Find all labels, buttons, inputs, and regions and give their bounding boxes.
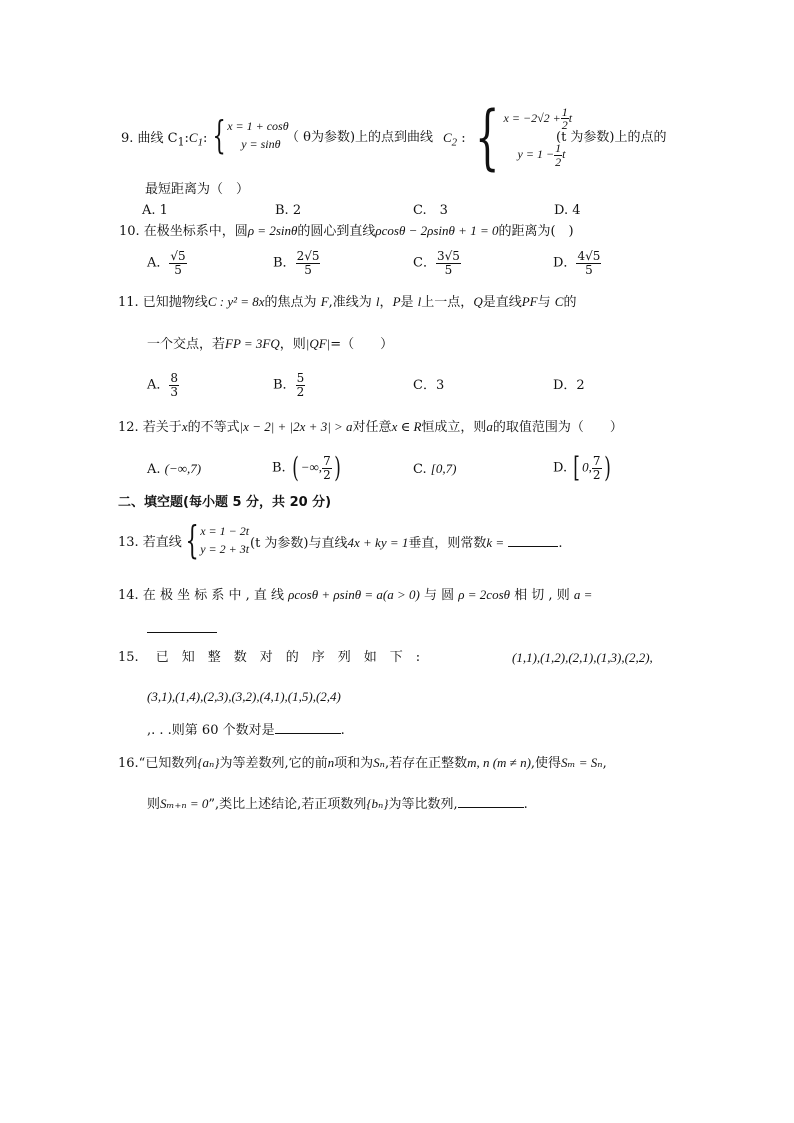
q12-x-in-r: x ∈ R <box>391 419 422 434</box>
q11-F: F <box>320 294 329 309</box>
q9-system-a: { x = 1 + cosθ y = sinθ <box>212 113 289 157</box>
q11-text-c: ,准线为 <box>328 295 372 310</box>
q9-text-distance: 最短距离为（ ） <box>145 182 250 197</box>
q13-text-a: 13. 若直线 <box>118 535 182 550</box>
q11-text-l2a: 一个交点，若 <box>147 337 226 352</box>
q16-an: {aₙ} <box>197 755 220 770</box>
q11-a-num: 8 <box>170 371 179 385</box>
q11-P: P <box>392 294 401 309</box>
q13-end: . <box>558 536 563 551</box>
q14-a: a = <box>573 587 593 602</box>
q10-b-den: 5 <box>304 262 312 277</box>
q11-text-e: 是 <box>400 295 414 310</box>
q16-text-l2a: 则 <box>147 797 161 812</box>
q13-eq: 4x + ky = 1 <box>347 535 409 550</box>
q15-seq-line1: (1,1),(1,2),(2,1),(1,3),(2,2), <box>512 650 653 665</box>
q9-c1: C <box>188 130 198 145</box>
q11-label-a: A． <box>147 377 170 393</box>
q9-option-c: C. 3 <box>413 203 448 218</box>
q9-sysB-t1: t <box>568 110 573 125</box>
q12-label-a: A. <box>147 462 161 477</box>
q10-c-num: 3√5 <box>436 249 460 263</box>
q10-eq-line: ρcosθ − 2ρsinθ + 1 = 0 <box>375 223 499 238</box>
q15-line3 <box>147 724 345 737</box>
q12-text-b: 的不等式 <box>187 420 240 435</box>
q9-option-b: B. 2 <box>275 203 302 218</box>
q12-label-d: D. <box>553 460 568 476</box>
q12-x: x <box>181 419 188 434</box>
q12-option-c <box>413 462 456 476</box>
q12-text-a: 12. 若关于 <box>118 420 182 435</box>
q12-text-d: 恒成立，则 <box>421 420 487 435</box>
q12-option-b: B. ( −∞, $\frac{7}{2}$ ) <box>272 451 341 484</box>
q11-option-c: C．3 <box>413 378 445 393</box>
q9-sysA-row2: y = sinθ <box>241 137 281 151</box>
q12-option-d: D. [ 0, $\frac{7}{2}$ ) <box>553 451 611 484</box>
q13-k: k = <box>486 535 505 550</box>
q16-text-e: ,使得 <box>530 756 562 771</box>
q9-sysB-frac1-num: 1 <box>561 104 568 119</box>
q15-answer-blank[interactable] <box>275 733 341 734</box>
q11-a-den: 3 <box>170 384 179 399</box>
q12-label-c: C. <box>413 462 427 477</box>
q16-mn: m, n (m ≠ n) <box>467 755 531 770</box>
q14-text-c: 相 切 , 则 <box>514 588 570 603</box>
q11-text-h: 与 <box>537 295 551 310</box>
q10-option-a <box>147 250 187 276</box>
q10-text-mid: 的圆心到直线 <box>297 224 376 239</box>
q11-option-d: D．2 <box>553 378 585 393</box>
q16-text-l2c: 为等比数列, <box>388 797 458 812</box>
q9-sysB-frac2-num: 1 <box>555 141 562 155</box>
q11-label-b: B． <box>273 377 296 393</box>
q9-text-curve: 曲线 C <box>137 131 178 146</box>
q11-text-b: 的焦点为 <box>264 295 317 310</box>
q10-b-num: 2√5 <box>296 249 320 263</box>
q10-label-d: D． <box>553 255 577 271</box>
q11-abs-qf: |QF| <box>305 336 331 351</box>
q11-Q: Q <box>473 294 483 309</box>
q15-seq-line2: (3,1),(1,4),(2,3),(3,2),(4,1),(1,5),(2,4) <box>147 689 341 704</box>
q9-sysB-frac1-den: 2 <box>561 118 568 133</box>
q12-d-num: 7 <box>592 453 601 468</box>
q9-sub: 1 <box>177 135 185 149</box>
q14-text-a: 14. 在 极 坐 标 系 中 , 直 线 <box>118 588 284 603</box>
q15-text-b: ,. . .则第 60 个数对是 <box>147 723 275 738</box>
q12-a: a <box>486 419 493 434</box>
q9-line1: 9. 曲线 $C_1:C_1$: <box>121 130 208 149</box>
q9-c2-sub: 2 <box>451 136 458 149</box>
q10-label-c: C． <box>413 255 436 271</box>
q10-a-num: √5 <box>170 249 186 263</box>
q12-label-b: B. <box>272 460 286 476</box>
q11-b-num: 5 <box>296 371 305 385</box>
q12-b-den: 2 <box>323 467 331 482</box>
q11-text-d: ， <box>379 295 393 310</box>
q11-eq-parabola: C : y² = 8x <box>207 294 265 309</box>
q16-text-d: ,若存在正整数 <box>384 756 468 771</box>
q9-text-end: (t 为参数)上的点的 <box>556 130 667 145</box>
q10-d-den: 5 <box>585 262 593 277</box>
q12-d-pre: 0, <box>582 459 592 475</box>
q9-text-mid: （ θ为参数)上的点到曲线 <box>286 130 434 145</box>
q9-option-d: D. 4 <box>554 203 581 218</box>
q16-text-f: , <box>602 756 607 771</box>
q16-line1 <box>118 756 607 770</box>
q10-c-den: 5 <box>444 262 453 277</box>
q16-bn: {bₙ} <box>366 796 389 811</box>
q11-text-l2c: =（ ） <box>330 337 394 352</box>
q10-line <box>119 224 574 238</box>
q15-text-a: 15. 已 知 整 数 对 的 序 列 如 下 : <box>118 650 421 665</box>
q11-line2 <box>147 337 393 351</box>
q11-text-g: 是直线 <box>482 295 522 310</box>
q16-eq2: Sₘ₊ₙ = 0 <box>160 796 209 811</box>
q10-label-b: B． <box>273 255 296 271</box>
q11-text-l2b: ，则 <box>279 337 306 352</box>
q13-text-b: (t 为参数)与直线 <box>250 536 348 551</box>
q10-eq-circle: ρ = 2sinθ <box>247 223 298 238</box>
q11-C: C <box>554 294 564 309</box>
q9-sysB-frac2-den: 2 <box>555 154 562 169</box>
q13-line-rest <box>250 536 562 550</box>
q13-sys-row2: y = 2 + 3t <box>200 542 250 556</box>
q11-b-den: 2 <box>296 384 305 399</box>
q16-text-a: 16.“已知数列 <box>118 756 198 771</box>
q13-answer-blank[interactable] <box>508 546 558 547</box>
q13-sys-row1: x = 1 − 2t <box>200 524 250 538</box>
q14-text-b: 与 圆 <box>424 588 455 603</box>
q12-text-e: 的取值范围为（ ） <box>492 420 623 435</box>
q11-l: l <box>375 294 380 309</box>
q11-PF: PF <box>521 294 538 309</box>
q16-n: n <box>327 755 335 770</box>
q10-text-end: 的距离为( ) <box>498 224 574 239</box>
q11-text-a: 11. 已知抛物线 <box>118 295 208 310</box>
q16-Sn: Sₙ <box>373 755 385 770</box>
q12-a-value: (−∞,7) <box>164 461 202 476</box>
q9-system-b: { x = −2√2 + $\frac{1}{2}$ t y = 1 − $\frac{1}{2}$ t <box>475 96 573 178</box>
q9-sysB-row1: x = −2√2 + <box>503 110 561 125</box>
q10-label-a: A． <box>147 255 170 271</box>
q13-system: { x = 1 − 2t y = 2 + 3t <box>185 518 250 562</box>
q16-eq: Sₘ = Sₙ <box>561 755 603 770</box>
q10-option-b <box>273 250 320 276</box>
q10-option-c <box>413 250 461 276</box>
q16-text-l2b: ”,类比上述结论,若正项数列 <box>208 797 367 812</box>
q12-d-den: 2 <box>592 467 601 482</box>
q9-c2: $C_2$ : <box>443 130 466 149</box>
q12-option-a <box>147 462 201 476</box>
q12-b-pre: −∞, <box>300 459 323 475</box>
q10-text: 10. 在极坐标系中，圆 <box>119 224 248 239</box>
q10-a-den: 5 <box>174 262 182 277</box>
q14-eq-circle: ρ = 2cosθ <box>458 587 511 602</box>
q12-inequality: |x − 2| + |2x + 3| > a <box>239 419 353 434</box>
q16-answer-blank[interactable] <box>458 807 524 808</box>
q9-num: 9. <box>121 131 134 146</box>
q9-sysA-row1: x = 1 + cosθ <box>227 119 289 133</box>
q11-option-a <box>147 372 179 398</box>
q11-vector-eq: FP = 3FQ <box>225 336 280 351</box>
q16-end: . <box>523 797 528 812</box>
q10-option-d <box>553 250 601 276</box>
section-2-heading: 二、填空题(每小题 5 分，共 20 分) <box>118 495 332 510</box>
q9-sysB-row2: y = 1 − <box>517 146 555 161</box>
q16-text-c: 项和为 <box>334 756 374 771</box>
q9-c1-sub: 1 <box>197 136 204 149</box>
q13-text-c: 垂直，则常数 <box>408 536 487 551</box>
q12-b-num: 7 <box>323 453 331 468</box>
q9-sysB-t2: t <box>562 146 566 161</box>
q14-answer-blank[interactable] <box>147 622 217 633</box>
q12-text-c: 对任意 <box>352 420 392 435</box>
q9-c2-letter: C <box>443 130 452 145</box>
q11-text-f: 上一点， <box>421 295 474 310</box>
q11-l2: l <box>417 294 422 309</box>
q9-option-a: A. 1 <box>142 203 168 218</box>
q14-eq-line: ρcosθ + ρsinθ = a(a > 0) <box>288 587 420 602</box>
q12-c-value: [0,7) <box>430 461 457 476</box>
q14-line1 <box>118 588 592 602</box>
q11-option-b <box>273 372 305 398</box>
q11-line1 <box>118 295 576 309</box>
q12-line <box>118 420 623 434</box>
q15-end: . <box>340 723 345 738</box>
q10-d-num: 4√5 <box>577 249 601 263</box>
q16-text-b: 为等差数列,它的前 <box>219 756 328 771</box>
q11-text-i: 的 <box>563 295 577 310</box>
q16-line2 <box>147 797 528 811</box>
